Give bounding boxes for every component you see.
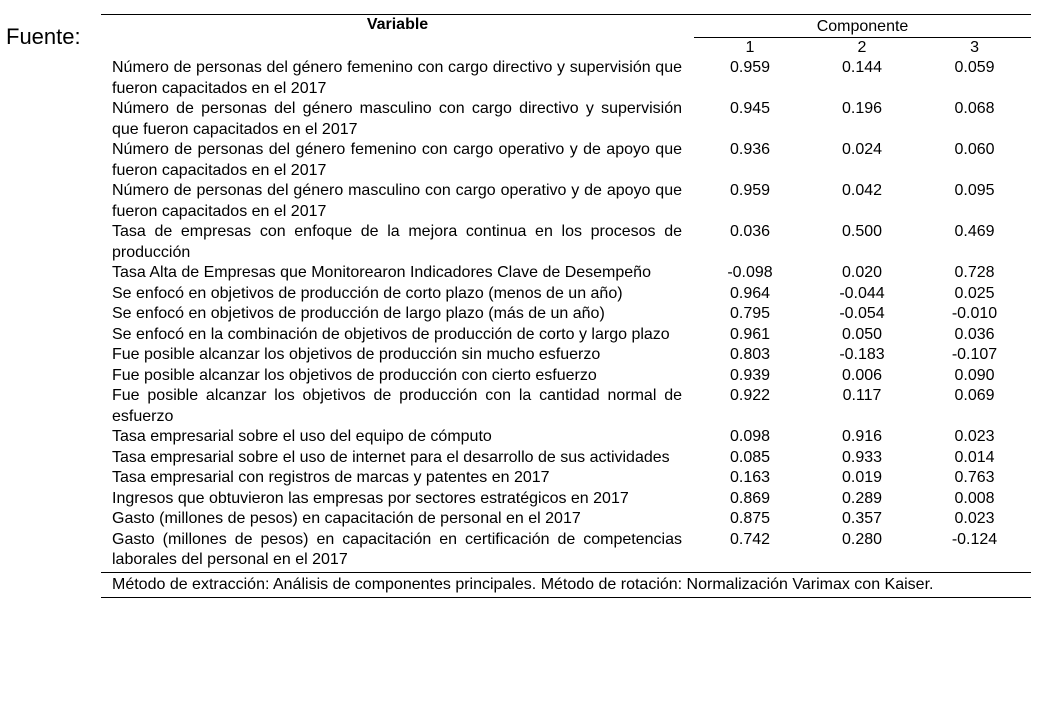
row-component-1-value: -0.098 bbox=[727, 264, 773, 281]
row-component-2-value: -0.044 bbox=[839, 284, 885, 302]
table-row bbox=[101, 468, 1031, 489]
row-component-2-value: 0.020 bbox=[841, 264, 883, 281]
row-component-2-value: 0.357 bbox=[841, 510, 883, 527]
header-componente: Componente bbox=[694, 15, 1031, 38]
row-component-3-value: 0.036 bbox=[954, 325, 995, 343]
row-variable-label: Tasa empresarial con registros de marcas y patentes en 2017 bbox=[112, 469, 550, 486]
row-component-1-value: 0.742 bbox=[729, 530, 771, 548]
row-variable-label: Fue posible alcanzar los objetivos de producción sin mucho esfuerzo bbox=[112, 346, 601, 363]
row-component-2-value: 0.050 bbox=[841, 325, 883, 343]
row-variable-label: Número de personas del género masculino con cargo directivo y supervisión que fueron capacitados en el 2017 bbox=[112, 100, 682, 138]
row-variable-label: Se enfocó en objetivos de producción de corto plazo (menos de un año) bbox=[112, 284, 623, 302]
row-component-3-value: 0.095 bbox=[954, 182, 995, 199]
row-component-1-value: 0.939 bbox=[729, 366, 771, 384]
row-component-3-value: 0.025 bbox=[954, 284, 995, 302]
header-component-2: 2 bbox=[857, 39, 867, 56]
row-component-2-value: 0.933 bbox=[841, 448, 883, 466]
row-component-2-value: 0.006 bbox=[841, 366, 883, 384]
row-variable-label: Se enfocó en objetivos de producción de largo plazo (más de un año) bbox=[112, 305, 605, 322]
source-label: Fuente: bbox=[6, 24, 81, 49]
row-variable-label: Tasa empresarial sobre el uso de internet para el desarrollo de sus actividades bbox=[112, 448, 670, 466]
row-component-1-value: 0.959 bbox=[729, 182, 771, 199]
table-row bbox=[101, 263, 1031, 284]
header-component-1: 1 bbox=[745, 39, 755, 56]
row-component-2-value: 0.916 bbox=[841, 428, 883, 445]
row-component-1-value: 0.803 bbox=[729, 346, 771, 363]
row-variable-label: Fue posible alcanzar los objetivos de producción con la cantidad normal de esfuerzo bbox=[112, 387, 682, 425]
row-component-2-value: 0.196 bbox=[841, 100, 883, 117]
row-variable-label: Se enfocó en la combinación de objetivos de producción de corto y largo plazo bbox=[112, 325, 670, 343]
row-component-3-value: 0.469 bbox=[954, 223, 995, 240]
row-component-1-value: 0.945 bbox=[729, 100, 771, 117]
row-variable-label: Gasto (millones de pesos) en capacitación de personal en el 2017 bbox=[112, 510, 581, 527]
row-component-3-value: 0.090 bbox=[954, 366, 995, 384]
row-variable-label: Fue posible alcanzar los objetivos de producción con cierto esfuerzo bbox=[112, 366, 597, 384]
row-component-1-value: 0.959 bbox=[729, 59, 771, 76]
row-variable-label: Tasa empresarial sobre el uso del equipo de cómputo bbox=[112, 428, 492, 445]
row-component-1-value: 0.964 bbox=[729, 284, 771, 302]
row-component-1-value: 0.163 bbox=[729, 469, 771, 486]
row-component-1-value: 0.869 bbox=[729, 489, 771, 507]
component-matrix-table bbox=[101, 14, 1031, 598]
table-row bbox=[101, 325, 1031, 346]
row-component-1-value: 0.098 bbox=[729, 428, 771, 445]
header-variable: Variable bbox=[101, 15, 694, 59]
row-variable-label: Tasa Alta de Empresas que Monitorearon Indicadores Clave de Desempeño bbox=[112, 264, 651, 281]
row-component-2-value: 0.144 bbox=[841, 59, 883, 76]
row-component-3-value: 0.014 bbox=[954, 448, 995, 466]
row-component-2-value: 0.019 bbox=[841, 469, 883, 486]
table-row bbox=[101, 427, 1031, 448]
row-component-3-value: 0.023 bbox=[954, 428, 995, 445]
row-component-3-value: 0.008 bbox=[954, 489, 995, 507]
row-component-1-value: 0.085 bbox=[729, 448, 771, 466]
table-row bbox=[101, 489, 1031, 510]
row-component-1-value: 0.795 bbox=[729, 305, 771, 322]
row-component-3-value: 0.763 bbox=[954, 469, 995, 486]
row-variable-label: Número de personas del género femenino con cargo operativo y de apoyo que fueron capacitados en el 2017 bbox=[112, 141, 682, 179]
row-component-2-value: -0.054 bbox=[839, 305, 885, 322]
row-component-1-value: 0.875 bbox=[729, 510, 771, 527]
row-component-3-value: 0.060 bbox=[954, 141, 995, 158]
row-component-1-value: 0.922 bbox=[729, 387, 771, 404]
row-component-1-value: 0.936 bbox=[729, 141, 771, 158]
row-component-2-value: 0.280 bbox=[841, 530, 883, 548]
row-component-3-value: 0.728 bbox=[954, 264, 995, 281]
table-row bbox=[101, 345, 1031, 366]
table-footnote: Método de extracción: Análisis de componentes principales. Método de rotación: Normalización Varimax con Kaiser. bbox=[101, 572, 1031, 598]
row-component-3-value: -0.124 bbox=[951, 530, 998, 548]
table-row bbox=[101, 140, 1031, 181]
row-variable-label: Gasto (millones de pesos) en capacitación en certificación de competencias laborales del personal en el 2017 bbox=[112, 530, 682, 568]
row-component-2-value: -0.183 bbox=[839, 346, 885, 363]
header-component-3: 3 bbox=[970, 39, 979, 56]
table-row bbox=[101, 58, 1031, 99]
table-row bbox=[101, 448, 1031, 469]
row-component-2-value: 0.117 bbox=[842, 387, 882, 404]
table-row bbox=[101, 284, 1031, 305]
table-row bbox=[101, 366, 1031, 387]
table-row bbox=[101, 530, 1031, 573]
row-component-2-value: 0.289 bbox=[841, 489, 883, 507]
table-row bbox=[101, 99, 1031, 140]
table-row bbox=[101, 509, 1031, 530]
row-component-2-value: 0.500 bbox=[841, 223, 883, 240]
row-component-2-value: 0.024 bbox=[841, 141, 883, 158]
row-component-3-value: 0.023 bbox=[954, 510, 995, 527]
row-component-3-value: -0.010 bbox=[951, 305, 998, 322]
row-component-3-value: -0.107 bbox=[951, 346, 998, 363]
row-component-2-value: 0.042 bbox=[841, 182, 883, 199]
row-component-1-value: 0.961 bbox=[729, 325, 771, 343]
row-variable-label: Ingresos que obtuvieron las empresas por sectores estratégicos en 2017 bbox=[112, 489, 629, 507]
row-variable-label: Número de personas del género masculino con cargo operativo y de apoyo que fueron capacitados en el 2017 bbox=[112, 182, 682, 220]
row-component-1-value: 0.036 bbox=[729, 223, 771, 240]
table-row bbox=[101, 386, 1031, 427]
row-variable-label: Tasa de empresas con enfoque de la mejora continua en los procesos de producción bbox=[112, 223, 682, 261]
row-component-3-value: 0.059 bbox=[954, 59, 995, 76]
table-row bbox=[101, 222, 1031, 263]
table-row bbox=[101, 304, 1031, 325]
row-component-3-value: 0.068 bbox=[954, 100, 995, 117]
row-component-3-value: 0.069 bbox=[954, 387, 995, 404]
row-variable-label: Número de personas del género femenino con cargo directivo y supervisión que fueron capacitados en el 2017 bbox=[112, 59, 682, 97]
table-row bbox=[101, 181, 1031, 222]
